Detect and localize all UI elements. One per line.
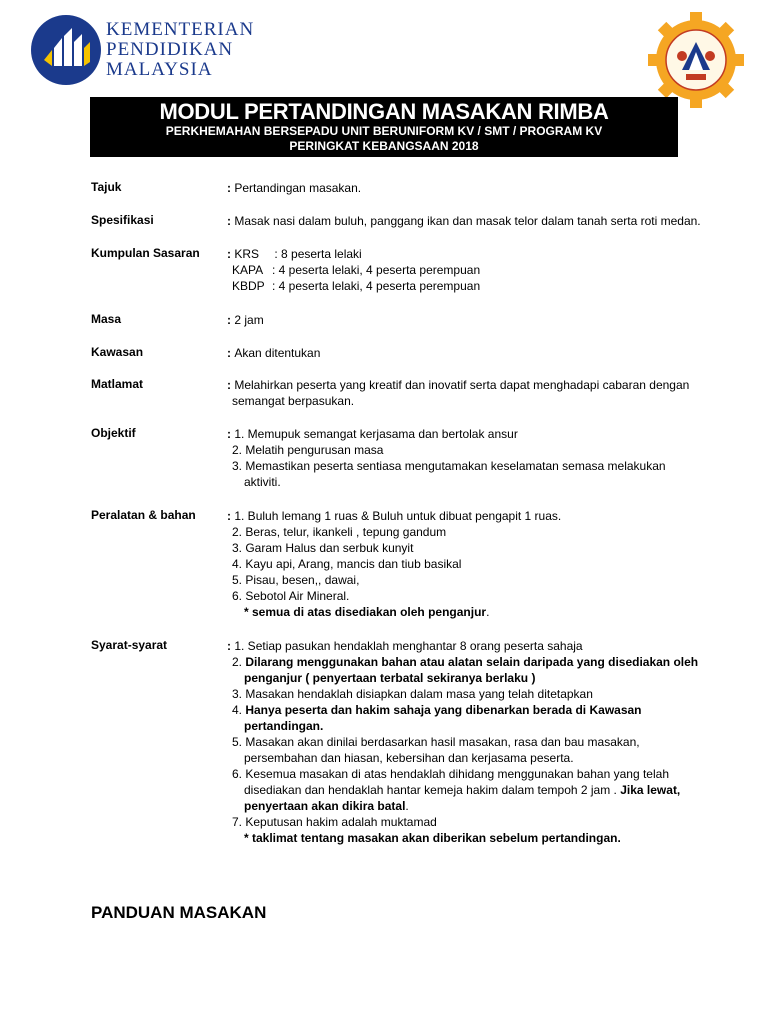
document-subtitle-2: PERINGKAT KEBANGSAAN 2018 (289, 139, 479, 153)
field-label: Matlamat (91, 377, 144, 391)
list-item: 5. Masakan akan dinilai berdasarkan hasil masakan, rasa dan bau masakan, (232, 735, 640, 749)
list-item: 2. Beras, telur, ikankeli , tepung gandum (232, 525, 447, 539)
list-item-continuation: pertandingan. (244, 719, 324, 733)
kpm-emblem-icon (30, 14, 102, 86)
list-item-continuation: aktiviti. (244, 475, 281, 489)
field-label: Spesifikasi (91, 213, 154, 227)
list-item: 2. Dilarang menggunakan bahan atau alatan selain daripada yang disediakan oleh (232, 655, 699, 669)
kpm-logo (30, 12, 270, 88)
kpm-wordmark (106, 20, 254, 80)
field-value: : 1. Setiap pasukan hendaklah menghantar 8 orang peserta sahaja 2. Dilarang menggunakan bahan atau alatan selain daripada yang disediakan oleh penganjur ( penyertaan terbatal sekiranya berlaku ) 3. Masakan hendaklah disiapkan dalam masa yang telah ditetapkan 4. Hanya peserta dan hakim sahaja yang dibenarkan berada di Kawasan pertandingan. 5. Masakan akan dinilai berdasarkan hasil masakan, rasa dan bau masakan, persembahan dan hiasan, kebersihan dan kerjasama peserta. 6. Kesemua masakan di atas hendaklah dihidang menggunakan bahan yang telah disediakan dan hendaklah hantar kemeja hakim dalam tempoh 2 jam . Jika lewat, penyertaan akan dikira batal. 7. Keputusan hakim adalah muktamad * taklimat tentang masakan akan diberikan sebelum pertandingan. (227, 638, 727, 846)
list-item: 3. Memastikan peserta sentiasa mengutamakan keselamatan semasa melakukan (232, 459, 666, 473)
list-item: 4. Kayu api, Arang, mancis dan tiub basikal (232, 557, 462, 571)
list-item: 6. Sebotol Air Mineral. (232, 589, 350, 603)
section-heading: PANDUAN MASAKAN (91, 903, 267, 922)
list-item: 1. Buluh lemang 1 ruas & Buluh untuk dibuat pengapit 1 ruas. (234, 509, 562, 523)
field-value: : Masak nasi dalam buluh, panggang ikan dan masak telor dalam tanah serta roti medan. (227, 214, 701, 228)
document-subtitle-1: PERKHEMAHAN BERSEPADU UNIT BERUNIFORM KV / SMT / PROGRAM KV (165, 124, 603, 138)
list-item: 6. Kesemua masakan di atas hendaklah dihidang menggunakan bahan yang telah (232, 767, 669, 781)
field-value: : Melahirkan peserta yang kreatif dan inovatif serta dapat menghadapi cabaran dengan semangat berpasukan. (227, 378, 690, 408)
list-item: 7. Keputusan hakim adalah muktamad (232, 815, 437, 829)
list-note: * semua di atas disediakan oleh penganjur. (244, 605, 490, 619)
field-label: Syarat-syarat (91, 638, 168, 652)
field-label: Objektif (91, 426, 136, 440)
list-note: * taklimat tentang masakan akan diberikan sebelum pertandingan. (244, 831, 621, 845)
field-value: : 2 jam (227, 313, 264, 327)
kpm-line-1: KEMENTERIAN (106, 19, 255, 40)
field-value: : 1. Buluh lemang 1 ruas & Buluh untuk dibuat pengapit 1 ruas. 2. Beras, telur, ikankeli , tepung gandum 3. Garam Halus dan serbuk kunyit 4. Kayu api, Arang, mancis dan tiub basikal 5. Pisau, besen,, dawai, 6. Sebotol Air Mineral. * semua di atas disediakan oleh penganjur. (227, 508, 727, 620)
list-item-continuation: disediakan dan hendaklah hantar kemeja hakim dalam tempoh 2 jam . Jika lewat, (244, 783, 681, 797)
list-item: 1. Memupuk semangat kerjasama dan bertolak ansur (234, 427, 518, 441)
field-value: : Akan ditentukan (227, 346, 321, 360)
field-label: Masa (91, 312, 122, 326)
kpm-line-2: PENDIDIKAN (106, 39, 234, 60)
list-item-continuation: penyertaan akan dikira batal. (244, 799, 409, 813)
field-label: Peralatan & bahan (91, 508, 196, 522)
gear-badge-icon (648, 12, 744, 108)
field-value: : KRS : 8 peserta lelaki KAPA : 4 peserta lelaki, 4 peserta perempuan KBDP : 4 peserta lelaki, 4 peserta perempuan (227, 247, 481, 293)
list-item: 2. Melatih pengurusan masa (232, 443, 384, 457)
field-label: Kumpulan Sasaran (91, 246, 200, 260)
list-item-continuation: persembahan dan hiasan, kebersihan dan kerjasama peserta. (244, 751, 574, 765)
field-value: : 1. Memupuk semangat kerjasama dan bertolak ansur 2. Melatih pengurusan masa 3. Memastikan peserta sentiasa mengutamakan keselamatan semasa melakukan aktiviti. (227, 426, 727, 490)
document-title: MODUL PERTANDINGAN MASAKAN RIMBA (159, 99, 609, 124)
list-item: 3. Garam Halus dan serbuk kunyit (232, 541, 414, 555)
list-item: 5. Pisau, besen,, dawai, (232, 573, 360, 587)
list-item: 3. Masakan hendaklah disiapkan dalam masa yang telah ditetapkan (232, 687, 593, 701)
field-label: Tajuk (91, 180, 122, 194)
list-item: 4. Hanya peserta dan hakim sahaja yang dibenarkan berada di Kawasan (232, 703, 642, 717)
field-value: : Pertandingan masakan. (227, 181, 362, 195)
field-label: Kawasan (91, 345, 144, 359)
list-item: 1. Setiap pasukan hendaklah menghantar 8 orang peserta sahaja (234, 639, 583, 653)
kpm-line-3: MALAYSIA (106, 59, 213, 80)
title-banner (90, 97, 678, 157)
list-item-continuation: penganjur ( penyertaan terbatal sekiranya berlaku ) (244, 671, 536, 685)
